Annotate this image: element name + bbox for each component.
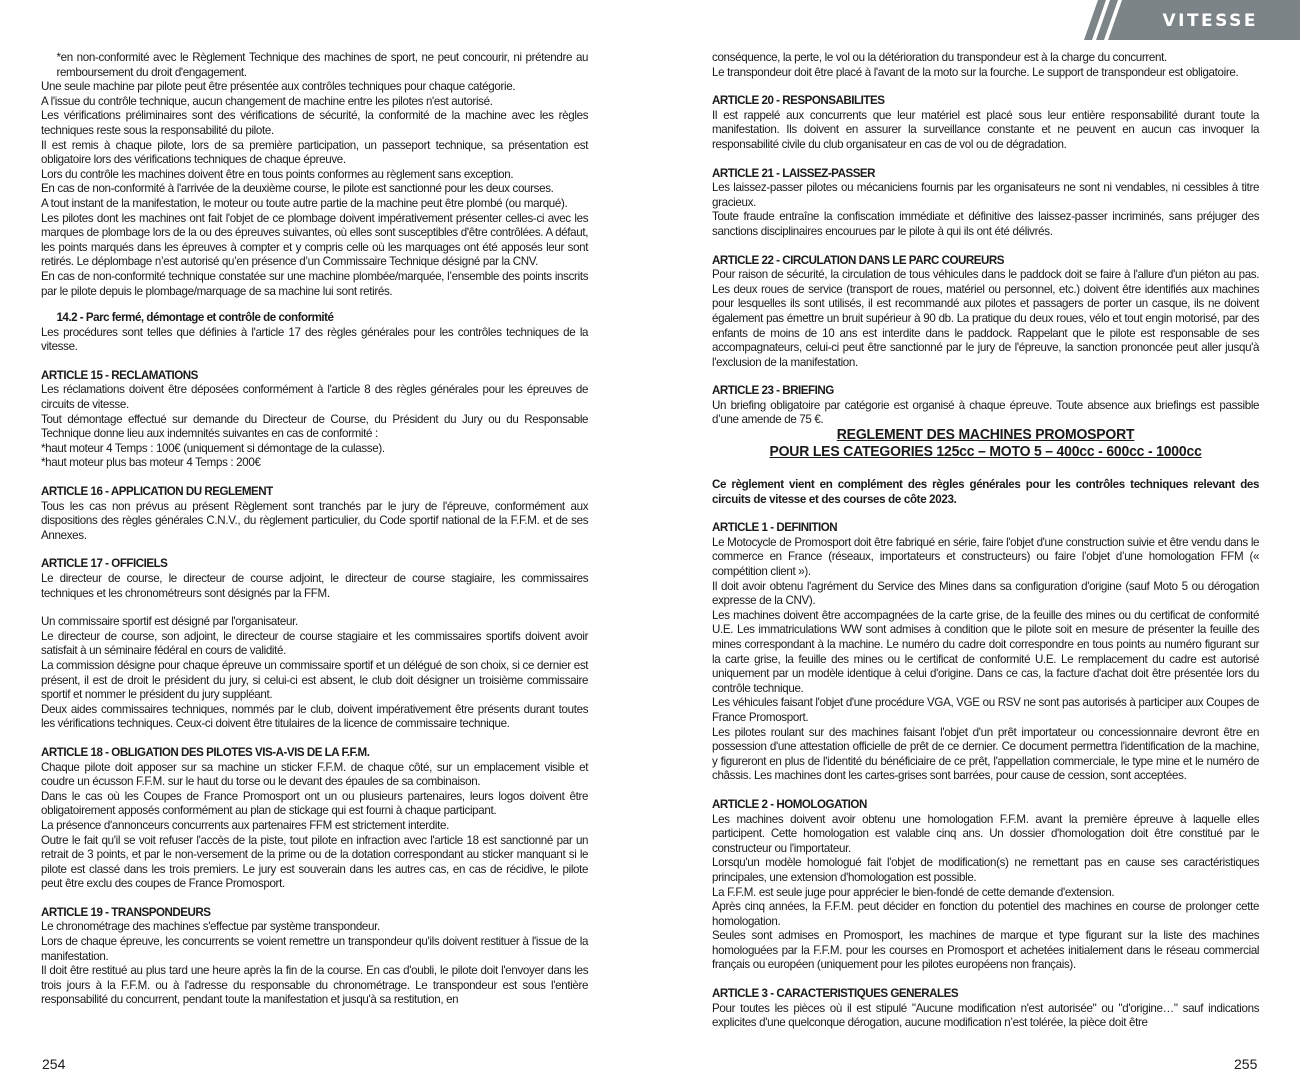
article-heading: ARTICLE 1 - DEFINITION (712, 520, 838, 535)
article-heading: ARTICLE 22 - CIRCULATION DANS LE PARC COUREURS (712, 252, 1004, 267)
paragraph: *haut moteur 4 Temps : 100€ (uniquement si démontage de la culasse). (41, 440, 385, 455)
left-text-column (41, 50, 588, 1007)
paragraph: A l'issue du contrôle technique, aucun changement de machine entre les pilotes n'est autorisé. (41, 93, 493, 108)
paragraph: Les procédures sont telles que définies à l'article 17 des règles générales pour les contrôles techniques de la vitesse. (41, 324, 589, 354)
paragraph: Après cinq années, la F.F.M. peut décider en fonction du potentiel des machines en course de prolonger cette homologation. (712, 899, 1260, 928)
paragraph: Les vérifications préliminaires sont des vérifications de sécurité, la conformité de la machine avec les règles techniques reste sous la responsabilité du pilote. (41, 108, 589, 137)
paragraph: La commission désigne pour chaque épreuve un commissaire sportif et un délégué de son choix, si ce dernier est présent, il est de droit le président du jury, si celui-ci est absent, le club doit désigner un troisième commissaire sportif et nommer le président du jury suppléant. (41, 657, 589, 702)
article-heading: ARTICLE 17 - OFFICIELS (41, 556, 168, 571)
paragraph: Les réclamations doivent être déposées conformément à l'article 8 des règles générales pour les épreuves de circuits de vitesse. (41, 382, 589, 412)
paragraph: Le directeur de course, le directeur de course adjoint, le directeur de course stagiaire, les commissaires techniques et les chronométreurs sont désignés par la FFM. (41, 571, 589, 600)
paragraph: Les véhicules faisant l'objet d'une procédure VGA, VGE ou RSV ne sont pas autorisés à participer aux Coupes de France Promosport. (712, 695, 1260, 724)
paragraph: Les pilotes roulant sur des machines faisant l'objet d'un prêt importateur ou concessionnaire devront être en possession d'une attestation officielle de prêt de ce dernier. Ce document permettra l'identification de la machine, y figureront en plus de l'identité du bénéficiaire de ce prêt, l'appellation commerciale, le type mine et le numéro de châssis. Les machines dont les cartes-grises sont barrées, pour cause de cession, sont acceptées. (712, 724, 1260, 783)
paragraph: Les pilotes dont les machines ont fait l'objet de ce plombage doivent impérativement présenter celles-ci avec les marques de plombage lors de la ou des épreuves suivantes, où elles sont susceptibles d'être contrôlées. A défaut, les points marqués dans les épreuves à compter et y compris celle où les marquages ont été apposés leur sont retirés. Le déplombage n’est autorisé qu’en présence d’un Commissaire Technique désigné par la CNV. (41, 210, 589, 269)
paragraph: Seules sont admises en Promosport, les machines de marque et type figurant sur la liste des machines homologuées par la F.F.M. pour les courses en Promosport et achetées initialement dans le réseau commercial français ou européen (uniquement pour les pilotes européens non français). (712, 928, 1260, 972)
regulation-title: REGLEMENT DES MACHINES PROMOSPORT (836, 427, 1135, 444)
paragraph: Il est rappelé aux concurrents que leur matériel est placé sous leur entière responsabilité durant toute la manifestation. Ils doivent en assurer la surveillance constante et ne peuvent en aucun cas invoquer la responsabilité civile du club organisateur en cas de vol ou de dégradation. (712, 107, 1260, 151)
paragraph: Un briefing obligatoire par catégorie est organisé à chaque épreuve. Toute absence aux briefings est passible d’une amende de 75 €. (712, 397, 1260, 427)
article-heading: ARTICLE 15 - RECLAMATIONS (41, 367, 198, 382)
right-page-number: 255 (1234, 1056, 1258, 1072)
paragraph: *haut moteur plus bas moteur 4 Temps : 200€ (41, 455, 261, 470)
paragraph: Le chronométrage des machines s'effectue par système transpondeur. (41, 919, 380, 934)
intro-paragraph: Ce règlement vient en complément des règles générales pour les contrôles techniques relevant des circuits de vitesse et des courses de côte 2023. (712, 477, 1260, 506)
paragraph: Le Motocycle de Promosport doit être fabriqué en série, faire l'objet d'une construction suivie et être vendu dans le commerce en France (réseaux, importateurs et constructeurs) ou faire l’objet d’une homologation FFM (« compétition client »). (712, 534, 1260, 579)
article-heading: ARTICLE 2 - HOMOLOGATION (712, 796, 867, 811)
right-body-text (712, 50, 1259, 1030)
paragraph: Chaque pilote doit apposer sur sa machine un sticker F.F.M. de chaque côté, sur un emplacement visible et coudre un écusson F.F.M. sur le haut du torse ou le devant des épaules de sa combinaison. (41, 759, 589, 789)
article-heading: ARTICLE 18 - OBLIGATION DES PILOTES VIS-A-VIS DE LA F.F.M. (41, 744, 370, 759)
article-heading: ARTICLE 16 - APPLICATION DU REGLEMENT (41, 484, 273, 499)
right-text-column (712, 50, 1259, 1030)
subsection-heading: 14.2 - Parc fermé, démontage et contrôle de conformité (56, 310, 334, 325)
left-page-number: 254 (42, 1056, 66, 1072)
article-heading: ARTICLE 20 - RESPONSABILITES (712, 93, 885, 108)
paragraph: La F.F.M. est seule juge pour apprécier le bien-fondé de cette demande d'extension. (712, 884, 1115, 899)
paragraph: Pour raison de sécurité, la circulation de tous véhicules dans le paddock doit se faire à l'allure d'un piéton au pas. Les deux roues de service (transport de roues, matériel ou personnel, etc.) doivent être identifiés aux machines pour lesquelles ils sont utilisés, il est recommandé aux pilotes et passagers de porter un casque, ils ne doivent également pas émettre un bruit supérieur à 90 db. La pratique du deux roues, vélo et tout engin motorisé, par des enfants de moins de 10 ans est interdite dans le paddock. Rappelant que le pilote est responsable de ses accompagnateurs, celui-ci peut être sanctionné par le jury de l'épreuve, la sanction prononcée peut aller jusqu'à l'exclusion de la manifestation. (712, 267, 1260, 369)
paragraph: Les machines doivent avoir obtenu une homologation F.F.M. avant la première épreuve à laquelle elles participent. Cette homologation est valable cinq ans. Un dossier d'homologation doit être constitué par le constructeur ou l'importateur. (712, 811, 1260, 855)
paragraph: Une seule machine par pilote peut être présentée aux contrôles techniques pour chaque catégorie. (41, 79, 516, 94)
paragraph: Toute fraude entraîne la confiscation immédiate et définitive des laissez-passer incriminés, sans préjuger des sanctions disciplinaires encourues par le pilote à qui ils ont été délivrés. (712, 209, 1260, 238)
right-page (650, 0, 1300, 1092)
paragraph: A tout instant de la manifestation, le moteur ou toute autre partie de la machine peut être plombé (ou marqué). (41, 195, 568, 210)
paragraph: *en non-conformité avec le Règlement Technique des machines de sport, ne peut concourir, ni prétendre au remboursement du droit d'engagement. (56, 50, 589, 79)
section-label: VITESSE (1162, 11, 1258, 31)
paragraph: Tout démontage effectué sur demande du Directeur de Course, du Président du Jury ou du Responsable Technique donne lieu aux indemnités suivantes en cas de conformité : (41, 411, 589, 441)
left-body-text (41, 50, 588, 1007)
paragraph: Lorsqu'un modèle homologué fait l'objet de modification(s) ne remettant pas en cause ses caractéristiques principales, une extension d'homologation est possible. (712, 855, 1260, 884)
article-heading: ARTICLE 19 - TRANSPONDEURS (41, 904, 211, 919)
article-heading: ARTICLE 21 - LAISSEZ-PASSER (712, 165, 876, 180)
paragraph: La présence d'annonceurs concurrents aux partenaires FFM est strictement interdite. (41, 817, 449, 832)
paragraph: Lors du contrôle les machines doivent être en tous points conformes au règlement sans exception. (41, 166, 514, 181)
paragraph: Pour toutes les pièces où il est stipulé "Aucune modification n'est autorisée" ou "d'origine…" sauf indications explicites d'une quelconque dérogation, aucune modification n’est tolérée, la pièce doit être (712, 1000, 1260, 1030)
paragraph: conséquence, la perte, le vol ou la détérioration du transpondeur est à la charge du concurrent. (712, 50, 1167, 64)
paragraph: Il est remis à chaque pilote, lors de sa première participation, un passeport technique, sa présentation est obligatoire lors des vérifications techniques de chaque épreuve. (41, 137, 589, 167)
paragraph: Il doit avoir obtenu l'agrément du Service des Mines dans sa configuration d'origine (sauf Moto 5 ou dérogation expresse de la CNV). (712, 578, 1260, 608)
paragraph: Le directeur de course, son adjoint, le directeur de course stagiaire et les commissaires sportifs doivent avoir satisfait à un séminaire fédéral en cours de validité. (41, 628, 589, 658)
paragraph: Le transpondeur doit être placé à l'avant de la moto sur la fourche. Le support de transpondeur est obligatoire. (712, 64, 1239, 79)
paragraph: Outre le fait qu'il se voit refuser l'accès de la piste, tout pilote en infraction avec l'article 18 est sanctionné par un retrait de 3 points, et par le non-versement de la prime ou de la dotation correspondant au sticker manquant si le pilote est classé dans les trois premiers. Le jury est souverain dans les autres cas, en cas de récidive, le pilote peut être exclu des coupes de France Promosport. (41, 832, 589, 891)
paragraph: Les machines doivent être accompagnées de la carte grise, de la feuille des mines ou du certificat de conformité U.E. Les immatriculations WW sont admises à condition que le pilote soit en mesure de présenter la feuille des mines correspondant à la machine. Le numéro du cadre doit correspondre en tous points au numéro figurant sur la carte grise, la feuille des mines ou le certificat de conformité U.E. Le remplacement du cadre est autorisé uniquement par un modèle identique à celui d'origine. Dans ce cas, la facture d'achat doit être présentée lors du contrôle technique. (712, 607, 1260, 695)
regulation-subtitle: POUR LES CATEGORIES 125cc – MOTO 5 – 400cc - 600cc - 1000cc (769, 444, 1202, 461)
paragraph: Un commissaire sportif est désigné par l'organisateur. (41, 614, 298, 629)
paragraph: Dans le cas où les Coupes de France Promosport ont un ou plusieurs partenaires, leurs logos doivent être obligatoirement apposés conformément au plan de stickage qui est fourni à chaque participant. (41, 788, 589, 818)
article-heading: ARTICLE 23 - BRIEFING (712, 383, 834, 398)
paragraph: Il doit être restitué au plus tard une heure après la fin de la course. En cas d'oubli, le pilote doit l'envoyer dans les trois jours à la F.F.M. ou à l'adresse du responsable du chronométrage. Le transpondeur est sous l'entière responsabilité du concurrent, pendant toute la manifestation et jusqu'à sa restitution, en (41, 963, 589, 1007)
paragraph: En cas de non-conformité technique constatée sur une machine plombée/marquée, l’ensemble des points inscrits par le pilote depuis le plombage/marquage de sa machine lui sont retirés. (41, 268, 589, 298)
paragraph: Lors de chaque épreuve, les concurrents se voient remettre un transpondeur qu'ils doivent restituer à l'issue de la manifestation. (41, 934, 589, 963)
paragraph: Les laissez-passer pilotes ou mécaniciens fournis par les organisateurs ne sont ni vendables, ni cessibles à titre gracieux. (712, 180, 1260, 209)
article-heading: ARTICLE 3 - CARACTERISTIQUES GENERALES (712, 986, 959, 1001)
paragraph: En cas de non-conformité à l'arrivée de la deuxième course, le pilote est sanctionné pour les deux courses. (41, 181, 554, 196)
paragraph: Tous les cas non prévus au présent Règlement sont tranchés par le jury de l'épreuve, conformément aux dispositions des règles générales C.N.V., du règlement particulier, du Code sportif national de la F.F.M. et de ses Annexes. (41, 498, 589, 542)
paragraph: Deux aides commissaires techniques, nommés par le club, doivent impérativement être présents durant toutes les vérifications techniques. Ceux-ci doivent être titulaires de la licence de commissaire technique. (41, 701, 589, 731)
